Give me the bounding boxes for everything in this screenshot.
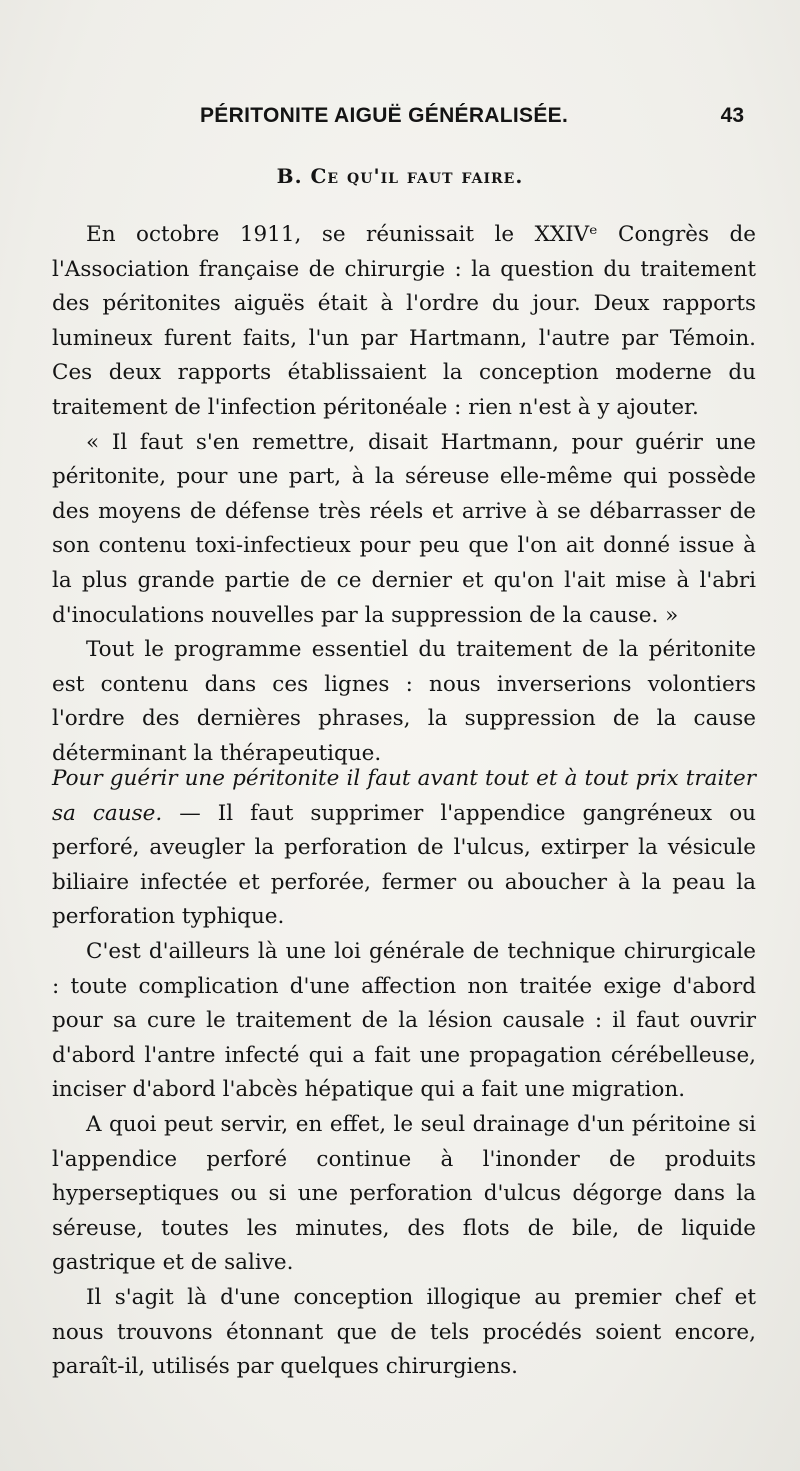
paragraph-congress: En octobre 1911, se réunissait le XXIVᵉ Congrès de l'Association française de chirurgie : la question du traitement des péritonites aiguës était à l'ordre du jour. Deux rapports lumineux furent faits, l'un par Hartmann, l'autre par Témoin. Ces deux rapports établissaient la conception moderne du traitement de l'infection péritonéale : rien n'est à y ajouter. <box>52 222 756 420</box>
page-number: 43 <box>720 104 744 127</box>
emphasized-follow: — Il faut supprimer l'appendice gangréneux ou perforé, aveugler la perforation de l'ulcus, extirper la vésicule biliaire infectée et perforée, fermer ou aboucher à la peau la perforation typhique. <box>52 800 756 930</box>
paragraph-general-law: C'est d'ailleurs là une loi générale de technique chirurgicale : toute complication d'une affection non traitée exige d'abord pour sa cure le traitement de la lésion causale : il faut ouvrir d'abord l'antre infecté qui a fait une propagation cérébelleuse, inciser d'abord l'abcès hépatique qui a fait une migration. <box>52 938 756 1103</box>
paragraph-programme: Tout le programme essentiel du traitement de la péritonite est contenu dans ces lignes : nous inverserions volontiers l'ordre des dernières phrases, la suppression de la cause déterminant la thérapeutique. <box>52 637 756 766</box>
text-block-2 <box>52 762 756 1385</box>
paragraph-drainage: A quoi peut servir, en effet, le seul drainage d'un péritoine si l'appendice perforé continue à l'inonder de produits hyperseptiques ou si une perforation d'ulcus dégorge dans la séreuse, toutes les minutes, des flots de bile, de liquide gastrique et de salive. <box>52 1111 756 1276</box>
running-title: PÉRITONITE AIGUË GÉNÉRALISÉE. <box>200 104 569 127</box>
paragraph-hartmann-quote: « Il faut s'en remettre, disait Hartmann, pour guérir une péritonite, pour une part, à la séreuse elle-même qui possède des moyens de défense très réels et arrive à se débarrasser de son contenu toxi-infectieux pour peu que l'on ait donné issue à la plus grande partie de ce dernier et qu'on l'ait mise à l'abri d'inoculations nouvelles par la suppression de la cause. » <box>52 429 756 628</box>
paragraph-treat-cause <box>52 762 756 935</box>
emphasized-lead: Pour guérir une péritonite il faut avant tout et à tout prix traiter sa cause. <box>52 766 756 826</box>
running-head <box>0 104 800 140</box>
section-heading: B. Ce qu'il faut faire. <box>276 164 524 188</box>
text-block-1 <box>52 218 756 772</box>
paragraph-conclusion: Il s'agit là d'une conception illogique au premier chef et nous trouvons étonnant que de tels procédés soient encore, paraît-il, utilisés par quelques chirurgiens. <box>52 1284 756 1380</box>
